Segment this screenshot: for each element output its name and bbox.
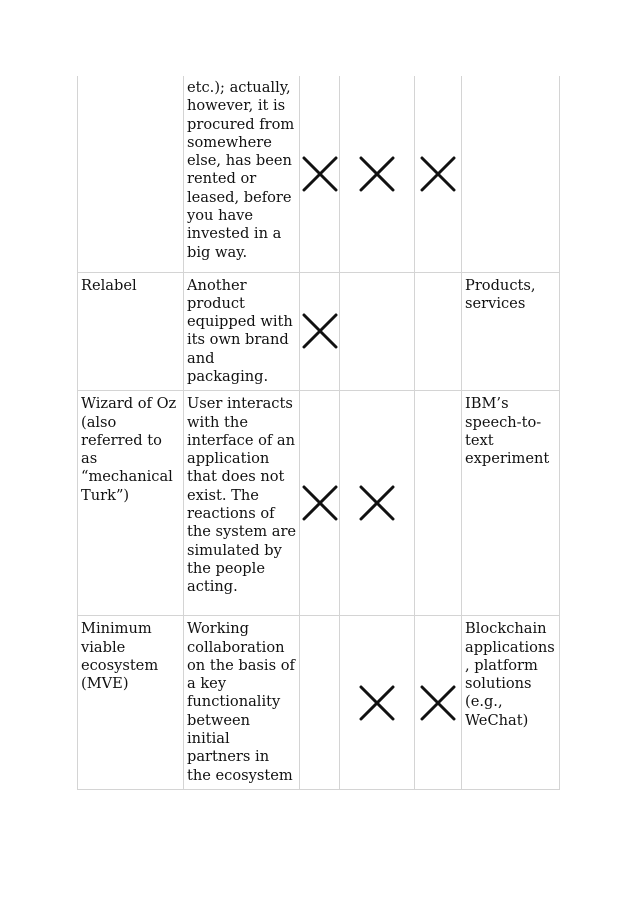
- table-row: [78, 616, 560, 790]
- mark-cell-2: [340, 76, 415, 272]
- mark-cell-3: [415, 616, 462, 790]
- cross-mark-icon: [302, 485, 338, 521]
- prototype-name-cell: [78, 76, 184, 272]
- table-row: [78, 391, 560, 616]
- mark-cell-3: [415, 76, 462, 272]
- prototype-name-cell: Relabel: [78, 272, 184, 391]
- examples-cell: IBM’s speech-to-text experiment: [462, 391, 560, 616]
- cross-mark-icon: [302, 313, 338, 349]
- mark-cell-3: [415, 272, 462, 391]
- prototype-description-cell: Another product equipped with its own brand and packaging.: [184, 272, 300, 391]
- cross-mark-icon: [420, 156, 456, 192]
- examples-cell: [462, 76, 560, 272]
- examples-cell: Blockchain applications, platform solutions (e.g., WeChat): [462, 616, 560, 790]
- mark-cell-1: [300, 272, 340, 391]
- prototype-description-cell: Working collaboration on the basis of a key functionality between initial partners in the ecosystem: [184, 616, 300, 790]
- table-body: [78, 76, 560, 789]
- cross-mark-icon: [359, 485, 395, 521]
- examples-cell: Products, services: [462, 272, 560, 391]
- table-row: [78, 76, 560, 272]
- cross-mark-icon: [420, 685, 456, 721]
- mark-cell-2: [340, 391, 415, 616]
- prototype-description-cell: User interacts with the interface of an application that does not exist. The reactions of the system are simulated by the people acting.: [184, 391, 300, 616]
- mark-cell-1: [300, 391, 340, 616]
- mark-cell-2: [340, 272, 415, 391]
- mark-cell-3: [415, 391, 462, 616]
- mark-cell-1: [300, 616, 340, 790]
- prototype-types-table: [77, 76, 560, 790]
- mark-cell-1: [300, 76, 340, 272]
- prototype-description-cell: etc.); actually, however, it is procured from somewhere else, has been rented or leased, before you have invested in a big way.: [184, 76, 300, 272]
- cross-mark-icon: [359, 685, 395, 721]
- cross-mark-icon: [359, 156, 395, 192]
- cross-mark-icon: [302, 156, 338, 192]
- prototype-name-cell: Minimum viable ecosystem (MVE): [78, 616, 184, 790]
- table-row: [78, 272, 560, 391]
- prototype-name-cell: Wizard of Oz (also referred to as “mechanical Turk”): [78, 391, 184, 616]
- mark-cell-2: [340, 616, 415, 790]
